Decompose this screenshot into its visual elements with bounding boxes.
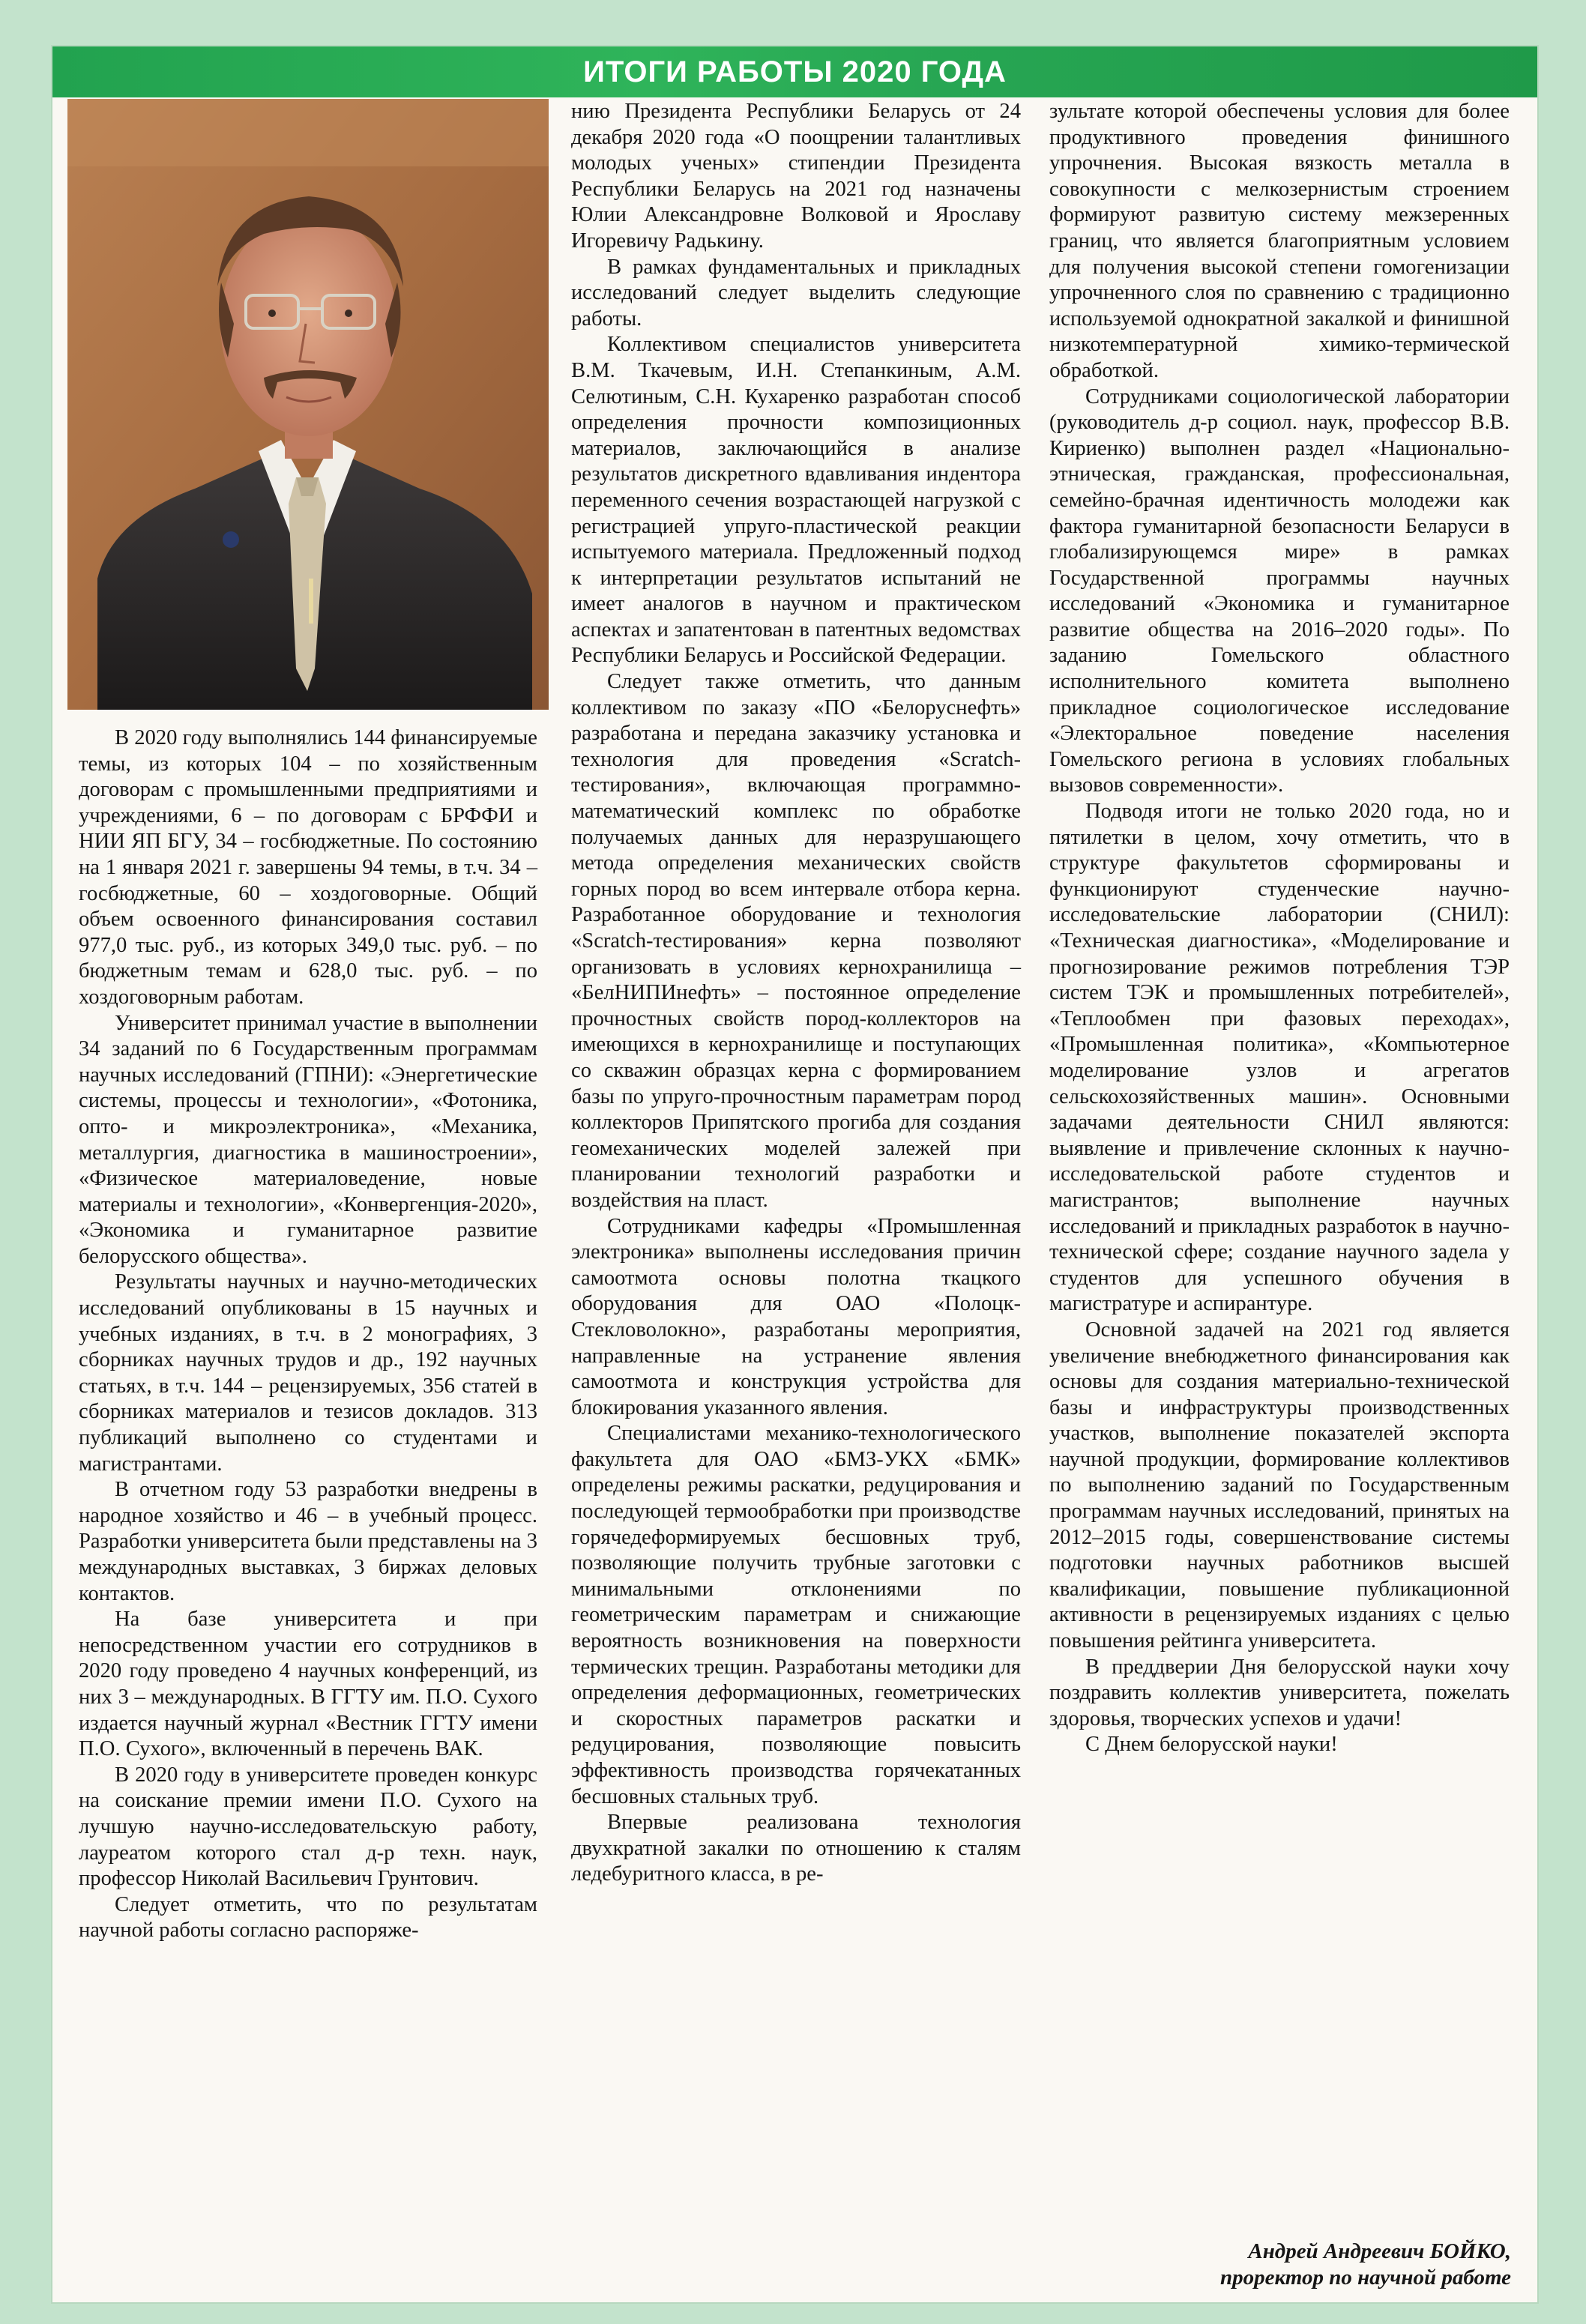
author-name: Андрей Андреевич БОЙКО, [1248, 2239, 1511, 2263]
paragraph: Следует отметить, что по результатам научной работы согласно распоряже- [79, 1892, 537, 1943]
paragraph: Следует также отметить, что данным коллективом по заказу «ПО «Белоруснефть» разработана и передана заказчику установка и технология для проведения «Scratch-тестирования», включающая программно-математический комплекс по обработке получаемых данных для неразрушающего метода определения механических свойств горных пород во всем интервале отбора керна. Разработанное оборудование и технология «Scratch-тестирования» керна позволяют организовать в условиях кернохранилища – «БелНИПИнефть» – постоянное определение прочностных свойств пород-коллекторов на имеющихся в кернохранилище и поступающих со скважин образцах керна с формированием базы по упруго-прочностным параметрам пород коллекторов Припятского прогиба для создания геомеханических моделей залежей при планировании технологий разработки и воздействия на пласт. [571, 670, 1021, 1212]
article-column-1 [79, 725, 537, 1944]
page-title: ИТОГИ РАБОТЫ 2020 ГОДА [583, 55, 1007, 88]
paragraph: С Днем белорусской науки! [1085, 1733, 1338, 1757]
paragraph: В 2020 году в университете проведен конкурс на соискание премии имени П.О. Сухого на лучшую научно-исследовательскую работу, лауреатом которого стал д-р техн. наук, профессор Николай Васильевич Грунтович. [79, 1763, 537, 1891]
author-signature [986, 2239, 1511, 2291]
paragraph: Основной задачей на 2021 год является увеличение внебюджетного финансирования как основы для создания материально-технической базы и инфраструктуры производственных участков, выполнение показателей экспорта научной продукции, формирование коллективов по выполнению заданий по Государственным программам научных исследований, принятых на 2012–2015 годы, совершенствование системы подготовки научных работников высшей квалификации, повышение публикационной активности в рецензируемых изданиях с целью повышения рейтинга университета. [1049, 1318, 1510, 1653]
paragraph: нию Президента Республики Беларусь от 24 декабря 2020 года «О поощрении талантливых молодых ученых» стипендии Президента Республики Беларусь на 2021 год назначены Юлии Александровне Волковой и Ярославу Игоревичу Радькину. [571, 100, 1021, 253]
header-band [52, 46, 1537, 97]
paragraph: Коллективом специалистов университета В.М. Ткачевым, И.Н. Степанкиным, А.М. Селютиным, С.Н. Кухаренко разработан способ определения прочности композиционных материалов, заключающийся в анализе результатов дискретного вдавливания индентора переменного сечения возрастающей нагрузкой с регистрацией упруго-пластической реакции испытуемого материала. Предложенный подход к интерпретации результатов испытаний не имеет аналогов в научном и практическом аспектах и запатентован в патентных ведомствах Республики Беларусь и Российской Федерации. [571, 333, 1021, 668]
paragraph: Сотрудниками кафедры «Промышленная электроника» выполнены исследования причин самоотмота основы полотна ткацкого оборудования для ОАО «Полоцк-Стекловолокно», разработаны мероприятия, направленные на устранение явления самоотмота и конструкция устройства для блокирования указанного явления. [571, 1214, 1021, 1419]
paragraph: Сотрудниками социологической лаборатории (руководитель д-р социол. наук, профессор В.В. Кириенко) выполнен раздел «Национально-этническая, гражданская, профессиональная, семейно-брачная идентичность молодежи как фактора гуманитарной безопасности Беларуси в глобализирующемся мире» в рамках Государственной программы научных исследований «Экономика и гуманитарное развитие общества на 2016–2020 годы». По заданию Гомельского областного исполнительного комитета выполнено прикладное социологическое исследование «Электоральное поведение населения Гомельского региона в условиях глобальных вызовов современности». [1049, 384, 1510, 797]
article-column-3 [1049, 99, 1510, 1758]
article-column-2 [571, 99, 1021, 1888]
paragraph: Впервые реализована технология двухкратной закалки по отношению к сталям ледебуритного класса, в ре- [571, 1811, 1021, 1886]
paragraph: В рамках фундаментальных и прикладных исследований следует выделить следующие работы. [571, 255, 1021, 331]
paragraph: Подводя итоги не только 2020 года, но и пятилетки в целом, хочу отметить, что в структуре факультетов сформированы и функционируют студенческие научно-исследовательские лаборатории (СНИЛ): «Техническая диагностика», «Моделирование и прогнозирование режимов потребления ТЭР систем ТЭК и промышленных потребителей», «Теплообмен при фазовых переходах», «Промышленная политика», «Компьютерное моделирование узлов и агрегатов сельскохозяйственных машин». Основными задачами деятельности СНИЛ являются: выявление и привлечение склонных к научно-исследовательской работе студентов и магистрантов; выполнение научных исследований и прикладных разработок в научно-технической сфере; создание научного задела у студентов для успешного обучения в магистратуре и аспирантуре. [1049, 800, 1510, 1316]
paragraph: Специалистами механико-технологического факультета для ОАО «БМЗ-УКХ «БМК» определены режимы раскатки, редуцирования и последующей термообработки при производстве горячедеформируемых бесшовных труб, позволяющие получить трубные заготовки с минимальными отклонениями по геометрическим параметрам и снижающие вероятность возникновения на поверхности термических трещин. Разработаны методики для определения деформационных, геометрических и скоростных параметров раскатки и редуцирования, позволяющие повысить эффективность производства горячекатанных бесшовных стальных труб. [571, 1422, 1021, 1808]
paragraph: Университет принимал участие в выполнении 34 заданий по 6 Государственным программам научных исследований (ГПНИ): «Энергетические системы, процессы и технологии», «Фотоника, опто- и микроэлектроника», «Механика, металлургия, диагностика в машиностроении», «Физическое материаловедение, новые материалы и технологии», «Конвергенция-2020», «Экономика и гуманитарное развитие белорусского общества». [79, 1011, 537, 1268]
author-position: проректор по научной работе [1219, 2266, 1511, 2290]
paragraph: зультате которой обеспечены условия для более продуктивного проведения финишного упрочнения. Высокая вязкость металла в совокупности с мелкозернистым строением формируют развитую систему межзеренных границ, что является благоприятным условием для получения высокой степени гомогенизации упрочненного слоя по сравнению с традиционно используемой однократной закалкой и финишной низкотемпературной химико-термической обработкой. [1049, 100, 1510, 382]
paragraph: В отчетном году 53 разработки внедрены в народное хозяйство и 46 – в учебный процесс. Разработки университета были представлены на 3 международных выставках, 3 биржах деловых контактов. [79, 1478, 537, 1605]
paragraph: В преддверии Дня белорусской науки хочу поздравить коллектив университета, пожелать здоровья, творческих успехов и удачи! [1049, 1655, 1510, 1730]
paragraph: На базе университета и при непосредственном участии его сотрудников в 2020 году проведено 4 научных конференций, из них 3 – международных. В ГГТУ им. П.О. Сухого издается научный журнал «Вестник ГГТУ имени П.О. Сухого», включенный в перечень ВАК. [79, 1608, 537, 1761]
paragraph: В 2020 году выполнялись 144 финансируемые темы, из которых 104 – по хозяйственным договорам с промышленными предприятиями и учреждениями, 6 – по договорам с БРФФИ и НИИ ЯП БГУ, 34 – госбюджетные. По состоянию на 1 января 2021 г. завершены 94 темы, в т.ч. 34 – госбюджетные, 60 – хоздоговорные. Общий объем освоенного финансирования составил 977,0 тыс. руб., из которых 349,0 тыс. руб. – по бюджетным темам и 628,0 тыс. руб. – по хоздоговорным работам. [79, 726, 537, 1009]
portrait-photo [67, 99, 549, 710]
portrait-image [67, 99, 549, 710]
paragraph: Результаты научных и научно-методических исследований опубликованы в 15 научных и учебных изданиях, в т.ч. в 2 монографиях, 3 сборниках научных трудов и др., 192 научных статьях, в т.ч. 144 – рецензируемых, 356 статей в сборниках материалов и тезисов докладов. 313 публикаций выполнено со студентами и магистрантами. [79, 1270, 537, 1476]
